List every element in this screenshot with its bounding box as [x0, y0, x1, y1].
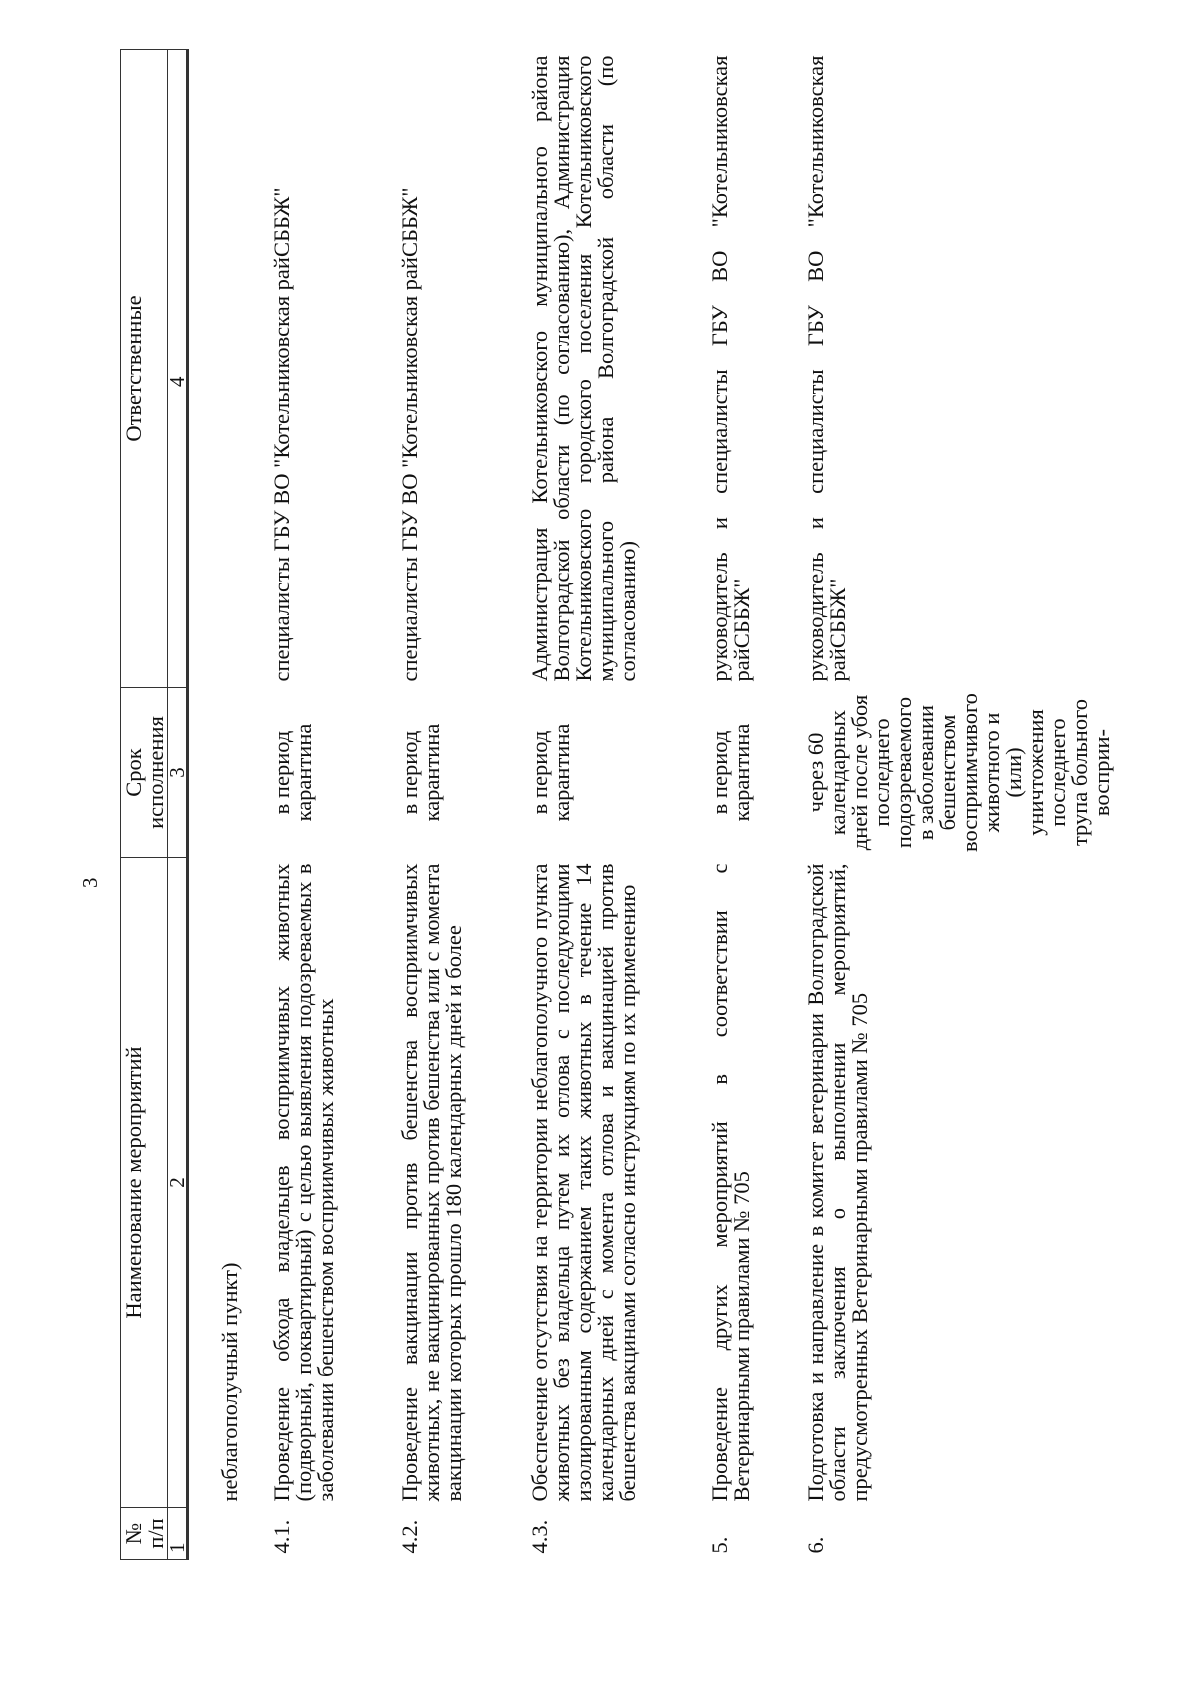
measure-responsible: специалисты ГБУ ВО "Котельниковская райСББЖ": [269, 187, 294, 682]
header-number: № п/п: [121, 1508, 168, 1560]
row-number: 6.: [803, 1536, 828, 1554]
column-number-1: 1: [168, 1508, 188, 1560]
table-row: [253, 50, 381, 1560]
measures-table: [120, 49, 1113, 1560]
table-row: [511, 50, 695, 1560]
table-row: [381, 50, 511, 1560]
table-header-row: [121, 50, 168, 1560]
header-responsible: Ответственные: [121, 50, 168, 688]
row-number: 5.: [707, 1536, 732, 1554]
measure-term: в период карантина: [397, 723, 444, 822]
row-number: 4.2.: [397, 1519, 422, 1554]
column-number-3: 3: [168, 688, 188, 858]
table-row: [791, 50, 1113, 1560]
table-row: [695, 50, 791, 1560]
row-number: 4.1.: [269, 1519, 294, 1554]
header-name: Наименование мероприятий: [121, 858, 168, 1508]
table-row: [188, 50, 254, 1560]
measure-term: через 60 календарных дней после убоя последнего подозреваемого в заболевании бешенством восприимчивого животного и (или) уничтожения последнего трупа больного восприи-: [803, 693, 1114, 852]
row-number: 4.3.: [527, 1519, 552, 1554]
measure-name: Обеспечение отсутствия на территории неблагополучного пункта животных без владельца путем их отлова с последующими изолированным содержанием таких животных в течение 14 календарных дней с момента отлова и вакцинацией против бешенства вакцинами согласно инструкциям по их применению: [527, 863, 640, 1502]
measure-term: в период карантина: [527, 723, 574, 822]
measure-name: Подготовка и направление в комитет ветеринарии Волгоградской области заключения о выполнении мероприятий, предусмотренных Ветеринарными правилами № 705: [803, 863, 872, 1502]
continuation-text: неблагополучный пункт): [217, 1262, 242, 1502]
header-term: Срок исполнения: [121, 688, 168, 858]
column-number-row: [168, 50, 188, 1560]
measure-responsible: Администрация Котельниковского муниципального района Волгоградской области (по согласованию), Администрация Котельниковского городского поселения Котельниковского муниципального района Волгоградской области (по согласованию): [527, 55, 640, 682]
measure-responsible: специалисты ГБУ ВО "Котельниковская райСББЖ": [397, 187, 422, 682]
column-number-4: 4: [168, 50, 188, 688]
measure-term: в период карантина: [269, 723, 316, 822]
measure-name: Проведение вакцинации против бешенства восприимчивых животных, не вакцинированных против бешенства или с момента вакцинации которых прошло 180 календарных дней и более: [397, 863, 466, 1502]
measure-responsible: руководитель и специалисты ГБУ ВО "Котельниковская райСББЖ": [707, 55, 754, 682]
measure-name: Проведение обхода владельцев восприимчивых животных (подворный, поквартирный) с целью выявления подозреваемых в заболевании бешенством восприимчивых животных: [269, 863, 338, 1502]
page-number: 3: [78, 877, 102, 888]
measure-name: Проведение других мероприятий в соответствии с Ветеринарными правилами № 705: [707, 863, 754, 1502]
measure-term: в период карантина: [707, 723, 754, 822]
column-number-2: 2: [168, 858, 188, 1508]
measure-responsible: руководитель и специалисты ГБУ ВО "Котельниковская райСББЖ": [803, 55, 850, 682]
